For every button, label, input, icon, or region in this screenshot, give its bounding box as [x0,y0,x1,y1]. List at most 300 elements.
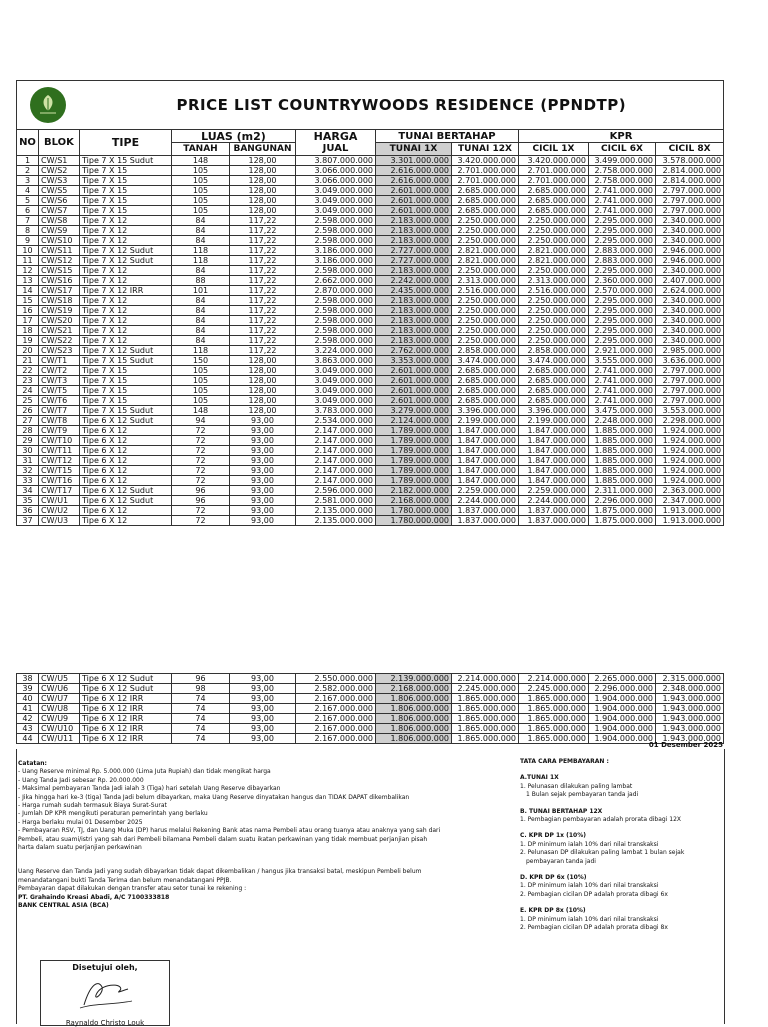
table-cell: 2.245.000.000 [519,684,589,694]
table-cell: 3.499.000.000 [589,156,656,166]
table-cell: 2.701.000.000 [519,176,589,186]
table-cell: 105 [172,196,230,206]
table-cell: 117,22 [230,266,296,276]
table-cell: 96 [172,486,230,496]
table-cell: 2.244.000.000 [519,496,589,506]
table-cell: 25 [17,396,39,406]
table-cell: 2.250.000.000 [452,266,519,276]
table-cell: 2.685.000.000 [452,196,519,206]
table-row [17,156,724,166]
table-row [17,426,724,436]
table-cell: 2.701.000.000 [519,166,589,176]
col-blok: BLOK [39,130,80,156]
payment-a-line: 1. Pelunasan dilakukan paling lambat [520,782,633,790]
table-cell: 2.135.000.000 [296,516,376,526]
table-cell: 105 [172,206,230,216]
table-cell: 1.885.000.000 [589,436,656,446]
table-cell: 72 [172,426,230,436]
table-cell: Tipe 6 X 12 [80,516,172,526]
table-cell: 2.199.000.000 [452,416,519,426]
table-cell: CW/U9 [39,714,80,724]
table-row [17,286,724,296]
table-cell: Tipe 6 X 12 IRR [80,704,172,714]
table-cell: 1.865.000.000 [519,734,589,744]
table-cell: 2.315.000.000 [656,674,724,684]
table-row [17,694,724,704]
table-cell: 1.865.000.000 [519,694,589,704]
table-cell: 2.295.000.000 [589,316,656,326]
table-cell: 1.875.000.000 [589,516,656,526]
table-cell: Tipe 7 X 12 [80,306,172,316]
table-row [17,226,724,236]
table-cell: 93,00 [230,714,296,724]
table-cell: 148 [172,406,230,416]
table-cell: 1.885.000.000 [589,456,656,466]
table-cell: 2.313.000.000 [452,276,519,286]
payment-c-line: pembayaran tanda jadi [526,857,596,865]
table-cell: 3.049.000.000 [296,376,376,386]
payment-e-line: 2. Pembagian cicilan DP adalah prorata dibagi 8x [520,924,668,932]
table-cell: 2.183.000.000 [376,326,452,336]
table-cell: Tipe 7 X 12 [80,336,172,346]
table-cell: 2.295.000.000 [589,326,656,336]
table-cell: 1.847.000.000 [519,476,589,486]
table-cell: 8 [17,226,39,236]
payment-c-line: 2. Pelunasan DP dilakukan paling lambat 1 bulan sejak [520,849,685,857]
table-row [17,176,724,186]
table-cell: Tipe 6 X 12 IRR [80,714,172,724]
table-cell: 2.248.000.000 [589,416,656,426]
table-cell: 1.847.000.000 [519,436,589,446]
table-cell: 128,00 [230,156,296,166]
table-cell: 93,00 [230,446,296,456]
refund-note: Pembayaran dapat dilakukan dengan transfer atau setor tunai ke rekening : [18,885,247,893]
payment-d-line: 2. Pembagian cicilan DP adalah prorata dibagi 6x [520,890,668,898]
table-cell: 1.847.000.000 [452,476,519,486]
table-cell: 2.250.000.000 [452,326,519,336]
table-row [17,386,724,396]
col-luas: LUAS (m2) [172,130,296,143]
table-cell: 72 [172,516,230,526]
table-cell: 1.847.000.000 [452,426,519,436]
table-cell: 72 [172,446,230,456]
table-cell: CW/T15 [39,466,80,476]
table-cell: 105 [172,396,230,406]
table-cell: 117,22 [230,336,296,346]
table-cell: Tipe 7 X 15 [80,396,172,406]
table-row [17,206,724,216]
refund-note: menandatangani bukti Tanda Terima dan belum menandatangani PPJB. [18,876,232,884]
table-cell: 2.821.000.000 [519,256,589,266]
table-row [17,406,724,416]
table-cell: 2.921.000.000 [589,346,656,356]
table-cell: 72 [172,456,230,466]
col-cicil-6x: CICIL 6X [589,143,656,156]
table-cell: 2.616.000.000 [376,176,452,186]
table-cell: 28 [17,426,39,436]
table-cell: CW/S3 [39,176,80,186]
table-cell: 2.685.000.000 [452,186,519,196]
refund-note: Uang Reserve dan Tanda Jadi yang sudah dibayarkan tidak dapat dikembalikan / hangus jika transaksi batal, meskipun Pembeli belum [18,868,422,876]
table-cell: 2.685.000.000 [452,366,519,376]
table-cell: 2.762.000.000 [376,346,452,356]
table-cell: 2.340.000.000 [656,216,724,226]
note-item: - Uang Tanda Jadi sebesar Rp. 20.000.000 [18,776,144,784]
table-cell: 1.847.000.000 [519,426,589,436]
table-cell: CW/S1 [39,156,80,166]
table-cell: 2.596.000.000 [296,486,376,496]
table-cell: Tipe 6 X 12 IRR [80,734,172,744]
table-cell: 3.578.000.000 [656,156,724,166]
table-cell: 3.186.000.000 [296,246,376,256]
col-cicil-1x: CICIL 1X [519,143,589,156]
table-cell: 2.797.000.000 [656,376,724,386]
table-cell: 2.183.000.000 [376,296,452,306]
table-cell: 2.295.000.000 [589,216,656,226]
table-cell: 2.758.000.000 [589,176,656,186]
table-cell: 105 [172,366,230,376]
table-cell: Tipe 7 X 15 Sudut [80,406,172,416]
table-cell: 1.780.000.000 [376,506,452,516]
table-cell: 1.847.000.000 [519,466,589,476]
table-cell: 20 [17,346,39,356]
table-cell: Tipe 6 X 12 IRR [80,694,172,704]
table-cell: CW/S11 [39,246,80,256]
table-row [17,466,724,476]
table-cell: 1.904.000.000 [589,734,656,744]
table-cell: 2.295.000.000 [589,306,656,316]
approval-box [40,960,170,1026]
table-cell: 1.943.000.000 [656,694,724,704]
note-item: - Jumlah DP KPR mengikuti peraturan pemerintah yang berlaku [18,810,208,818]
table-cell: CW/T7 [39,406,80,416]
table-cell: 2.598.000.000 [296,296,376,306]
payment-c-line: 1. DP minimum ialah 10% dari nilai transkaksi [520,840,659,848]
table-cell: 2.167.000.000 [296,704,376,714]
table-cell: 93,00 [230,516,296,526]
table-cell: 35 [17,496,39,506]
table-cell: 3.049.000.000 [296,396,376,406]
table-cell: 2.685.000.000 [452,206,519,216]
table-cell: 1.924.000.000 [656,426,724,436]
table-cell: 1.865.000.000 [519,714,589,724]
payment-section [520,758,720,933]
table-cell: 93,00 [230,436,296,446]
table-cell: 5 [17,196,39,206]
table-cell: 3.049.000.000 [296,206,376,216]
table-cell: 117,22 [230,216,296,226]
table-cell: 2.183.000.000 [376,216,452,226]
table-cell: 93,00 [230,426,296,436]
table-cell: 26 [17,406,39,416]
table-cell: 84 [172,296,230,306]
col-tunai-1x: TUNAI 1X [376,143,452,156]
table-cell: 2.727.000.000 [376,256,452,266]
table-cell: CW/S5 [39,186,80,196]
table-row [17,446,724,456]
table-cell: CW/U5 [39,674,80,684]
table-cell: 105 [172,166,230,176]
table-row [17,266,724,276]
table-cell: CW/T6 [39,396,80,406]
table-cell: 2.601.000.000 [376,376,452,386]
table-cell: 2.347.000.000 [656,496,724,506]
approval-block [40,960,170,1026]
col-jual: JUAL [296,143,376,156]
table-cell: 2.570.000.000 [589,286,656,296]
table-cell: CW/U10 [39,724,80,734]
table-cell: 2.340.000.000 [656,306,724,316]
table-cell: 2.250.000.000 [452,216,519,226]
table-cell: CW/T12 [39,456,80,466]
table-cell: 2.814.000.000 [656,176,724,186]
table-cell: 2.727.000.000 [376,246,452,256]
table-cell: CW/S23 [39,346,80,356]
table-cell: 118 [172,256,230,266]
table-cell: 3.420.000.000 [452,156,519,166]
table-cell: 2.741.000.000 [589,366,656,376]
table-cell: 93,00 [230,466,296,476]
table-cell: 3.636.000.000 [656,356,724,366]
table-cell: 118 [172,246,230,256]
table-cell: CW/S8 [39,216,80,226]
table-cell: 2.167.000.000 [296,734,376,744]
table-cell: 2.167.000.000 [296,714,376,724]
notes-section [18,760,478,911]
table-row [17,396,724,406]
table-cell: 72 [172,466,230,476]
table-cell: 2.581.000.000 [296,496,376,506]
table-row [17,196,724,206]
table-row [17,416,724,426]
table-cell: 128,00 [230,166,296,176]
table-cell: 1.924.000.000 [656,466,724,476]
table-cell: 1.847.000.000 [452,436,519,446]
table-cell: 1.780.000.000 [376,516,452,526]
table-cell: 2.242.000.000 [376,276,452,286]
table-cell: 2.598.000.000 [296,326,376,336]
table-cell: CW/S2 [39,166,80,176]
table-cell: 84 [172,306,230,316]
table-cell: 17 [17,316,39,326]
table-cell: CW/U7 [39,694,80,704]
table-cell: 3.049.000.000 [296,186,376,196]
table-cell: CW/U11 [39,734,80,744]
table-row [17,714,724,724]
table-cell: CW/T3 [39,376,80,386]
table-cell: CW/T11 [39,446,80,456]
table-cell: Tipe 7 X 15 [80,196,172,206]
payment-d-title: D. KPR DP 6x (10%) [520,874,587,882]
table-cell: CW/S15 [39,266,80,276]
table-cell: 84 [172,236,230,246]
table-cell: 22 [17,366,39,376]
table-row [17,316,724,326]
table-cell: 1.924.000.000 [656,436,724,446]
table-cell: 3.474.000.000 [519,356,589,366]
table-cell: 93,00 [230,734,296,744]
table-cell: 2.685.000.000 [519,386,589,396]
table-cell: 2.183.000.000 [376,316,452,326]
table-cell: 36 [17,506,39,516]
table-row [17,476,724,486]
table-cell: 93,00 [230,456,296,466]
table-cell: 2.598.000.000 [296,226,376,236]
table-cell: CW/S12 [39,256,80,266]
table-cell: 1.789.000.000 [376,456,452,466]
table-cell: 84 [172,316,230,326]
table-cell: 74 [172,714,230,724]
page-title: PRICE LIST COUNTRYWOODS RESIDENCE (PPNDTP) [80,81,724,130]
table-cell: 2.797.000.000 [656,396,724,406]
table-cell: 2.250.000.000 [519,296,589,306]
table-cell: 93,00 [230,476,296,486]
table-cell: 2.741.000.000 [589,386,656,396]
table-cell: 1.913.000.000 [656,506,724,516]
table-cell: CW/T1 [39,356,80,366]
table-cell: CW/T9 [39,426,80,436]
table-cell: 19 [17,336,39,346]
table-cell: 1.885.000.000 [589,446,656,456]
table-cell: 12 [17,266,39,276]
table-cell: 74 [172,734,230,744]
table-cell: 2.870.000.000 [296,286,376,296]
table-row [17,674,724,684]
table-cell: Tipe 6 X 12 Sudut [80,684,172,694]
table-cell: 2.360.000.000 [589,276,656,286]
table-cell: 93,00 [230,694,296,704]
table-cell: 98 [172,684,230,694]
table-cell: 1.847.000.000 [452,456,519,466]
table-cell: 117,22 [230,226,296,236]
table-cell: 2.295.000.000 [589,236,656,246]
table-cell: 1.904.000.000 [589,704,656,714]
table-cell: 16 [17,306,39,316]
table-cell: CW/S6 [39,196,80,206]
table-cell: Tipe 6 X 12 [80,466,172,476]
table-cell: Tipe 7 X 12 [80,276,172,286]
table-cell: 23 [17,376,39,386]
col-no: NO [17,130,39,156]
table-cell: 2.183.000.000 [376,266,452,276]
table-cell: Tipe 7 X 15 Sudut [80,356,172,366]
table-cell: 1.865.000.000 [452,704,519,714]
table-cell: 128,00 [230,176,296,186]
table-cell: 117,22 [230,236,296,246]
approval-heading: Disetujui oleh, [72,963,138,972]
table-cell: 2.598.000.000 [296,306,376,316]
table-cell: 150 [172,356,230,366]
company-logo-icon [30,87,66,123]
table-cell: 1.806.000.000 [376,694,452,704]
table-cell: 96 [172,674,230,684]
table-cell: 84 [172,226,230,236]
table-cell: CW/S9 [39,226,80,236]
table-cell: 2.250.000.000 [519,306,589,316]
table-cell: Tipe 7 X 12 Sudut [80,346,172,356]
table-row [17,496,724,506]
table-cell: 1.865.000.000 [452,734,519,744]
table-cell: CW/U3 [39,516,80,526]
table-cell: 2.516.000.000 [519,286,589,296]
table-cell: 1.847.000.000 [452,446,519,456]
table-cell: 1.904.000.000 [589,694,656,704]
table-cell: 2.858.000.000 [452,346,519,356]
note-item: - Harga rumah sudah termasuk Biaya Surat-Surat [18,802,167,810]
table-cell: CW/S17 [39,286,80,296]
table-cell: 2.147.000.000 [296,476,376,486]
table-cell: 3.049.000.000 [296,386,376,396]
bank-name: BANK CENTRAL ASIA (BCA) [18,902,109,910]
table-cell: CW/T8 [39,416,80,426]
table-cell: 3.396.000.000 [452,406,519,416]
table-row [17,186,724,196]
table-cell: 2.259.000.000 [452,486,519,496]
price-date: 01 Desember 2025 [648,741,723,749]
table-cell: 1 [17,156,39,166]
table-cell: CW/U2 [39,506,80,516]
table-row [17,336,724,346]
table-cell: 2.295.000.000 [589,226,656,236]
table-cell: 1.924.000.000 [656,456,724,466]
table-cell: 2.685.000.000 [452,396,519,406]
table-cell: 1.837.000.000 [452,506,519,516]
table-cell: 2.741.000.000 [589,196,656,206]
table-cell: 2.139.000.000 [376,674,452,684]
table-cell: 3.555.000.000 [589,356,656,366]
table-cell: 31 [17,456,39,466]
payment-b-line: 1. Pembagian pembayaran adalah prorata dibagi 12X [520,816,682,824]
table-cell: 1.806.000.000 [376,734,452,744]
table-cell: 2.685.000.000 [519,376,589,386]
table-row [17,376,724,386]
table-cell: 1.789.000.000 [376,466,452,476]
table-cell: 72 [172,476,230,486]
table-cell: 2.821.000.000 [519,246,589,256]
table-cell: 2.250.000.000 [519,266,589,276]
signature-icon [76,975,136,1011]
table-cell: CW/U6 [39,684,80,694]
table-cell: 2.259.000.000 [519,486,589,496]
table-cell: 2.214.000.000 [519,674,589,684]
table-cell: 1.837.000.000 [452,516,519,526]
table-cell: 15 [17,296,39,306]
table-cell: 93,00 [230,416,296,426]
table-row [17,166,724,176]
table-cell: 1.913.000.000 [656,516,724,526]
table-cell: 2.601.000.000 [376,186,452,196]
payment-e-title: E. KPR DP 8x (10%) [520,907,586,915]
table-cell: 84 [172,216,230,226]
payment-a-line: 1 Bulan sejak pembayaran tanda jadi [526,791,639,799]
table-cell: Tipe 7 X 12 IRR [80,286,172,296]
table-cell: CW/S20 [39,316,80,326]
payment-e-line: 1. DP minimum ialah 10% dari nilai transkaksi [520,915,659,923]
note-item: - Pembayaran RSV, TJ, dan Uang Muka (DP) harus melalui Rekening Bank atas nama Pembeli atau orang tuanya atau anaknya yang sah dari [18,827,441,835]
table-cell: 2.858.000.000 [519,346,589,356]
table-cell: 33 [17,476,39,486]
note-item: harta dalam suatu perjanjian perkawinan [18,844,142,852]
table-cell: Tipe 6 X 12 Sudut [80,416,172,426]
table-cell: 2.250.000.000 [519,226,589,236]
table-cell: 2.797.000.000 [656,186,724,196]
table-cell: 128,00 [230,386,296,396]
note-item: - Jika hingga hari ke-3 (tiga) Tanda Jadi belum dibayarkan, maka Uang Reserve dinyatakan hangus dan TIDAK DAPAT dikembalikan [18,793,410,801]
table-cell: Tipe 7 X 15 [80,386,172,396]
table-cell: 2.516.000.000 [452,286,519,296]
table-cell: 9 [17,236,39,246]
table-cell: 2.183.000.000 [376,306,452,316]
